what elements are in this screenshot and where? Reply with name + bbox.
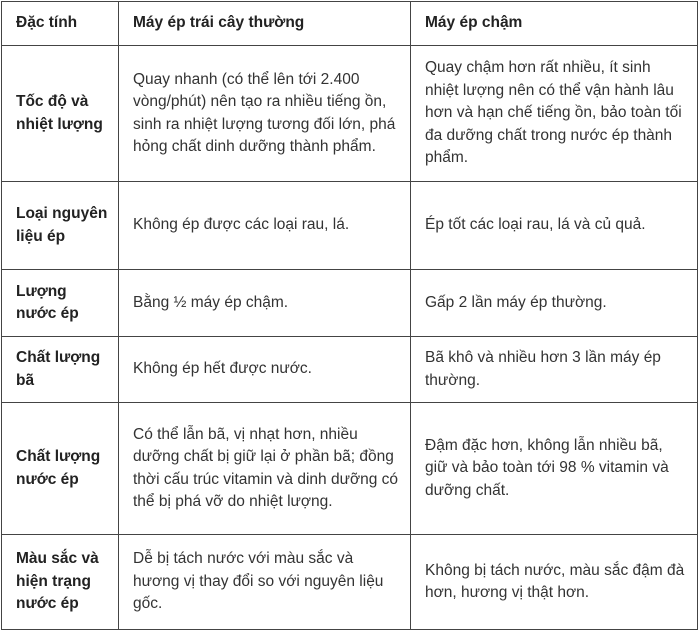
slow-juicer-cell: Quay chậm hơn rất nhiều, ít sinh nhiệt lượng nên có thể vận hành lâu hơn và hạn chế tiếng ồn, bảo toàn tối đa dưỡng chất trong nước ép thành phẩm. <box>411 46 698 182</box>
regular-juicer-cell: Dễ bị tách nước với màu sắc và hương vị thay đổi so với nguyên liệu gốc. <box>119 535 411 630</box>
feature-cell: Loại nguyên liệu ép <box>2 182 119 270</box>
regular-juicer-cell: Không ép hết được nước. <box>119 337 411 403</box>
header-feature: Đặc tính <box>2 2 119 46</box>
table-row <box>2 535 698 630</box>
regular-juicer-cell: Có thể lẫn bã, vị nhạt hơn, nhiều dưỡng chất bị giữ lại ở phần bã; đồng thời cấu trúc vitamin và dinh dưỡng có thể bị phá vỡ do nhiệt lượng. <box>119 403 411 535</box>
feature-cell: Màu sắc và hiện trạng nước ép <box>2 535 119 630</box>
feature-cell: Chất lượng nước ép <box>2 403 119 535</box>
feature-cell: Tốc độ và nhiệt lượng <box>2 46 119 182</box>
header-slow-juicer: Máy ép chậm <box>411 2 698 46</box>
slow-juicer-cell: Bã khô và nhiều hơn 3 lần máy ép thường. <box>411 337 698 403</box>
feature-cell: Chất lượng bã <box>2 337 119 403</box>
table-row <box>2 403 698 535</box>
table-row <box>2 46 698 182</box>
table-row <box>2 182 698 270</box>
header-regular-juicer: Máy ép trái cây thường <box>119 2 411 46</box>
table-header-row <box>2 2 698 46</box>
slow-juicer-cell: Ép tốt các loại rau, lá và củ quả. <box>411 182 698 270</box>
juicer-comparison-table <box>1 1 698 630</box>
regular-juicer-cell: Quay nhanh (có thể lên tới 2.400 vòng/phút) nên tạo ra nhiều tiếng ồn, sinh ra nhiệt lượng tương đối lớn, phá hỏng chất dinh dưỡng thành phẩm. <box>119 46 411 182</box>
table-row <box>2 337 698 403</box>
slow-juicer-cell: Không bị tách nước, màu sắc đậm đà hơn, hương vị thật hơn. <box>411 535 698 630</box>
feature-cell: Lượng nước ép <box>2 270 119 337</box>
regular-juicer-cell: Bằng ½ máy ép chậm. <box>119 270 411 337</box>
slow-juicer-cell: Gấp 2 lần máy ép thường. <box>411 270 698 337</box>
slow-juicer-cell: Đậm đặc hơn, không lẫn nhiều bã, giữ và bảo toàn tới 98 % vitamin và dưỡng chất. <box>411 403 698 535</box>
regular-juicer-cell: Không ép được các loại rau, lá. <box>119 182 411 270</box>
table-row <box>2 270 698 337</box>
